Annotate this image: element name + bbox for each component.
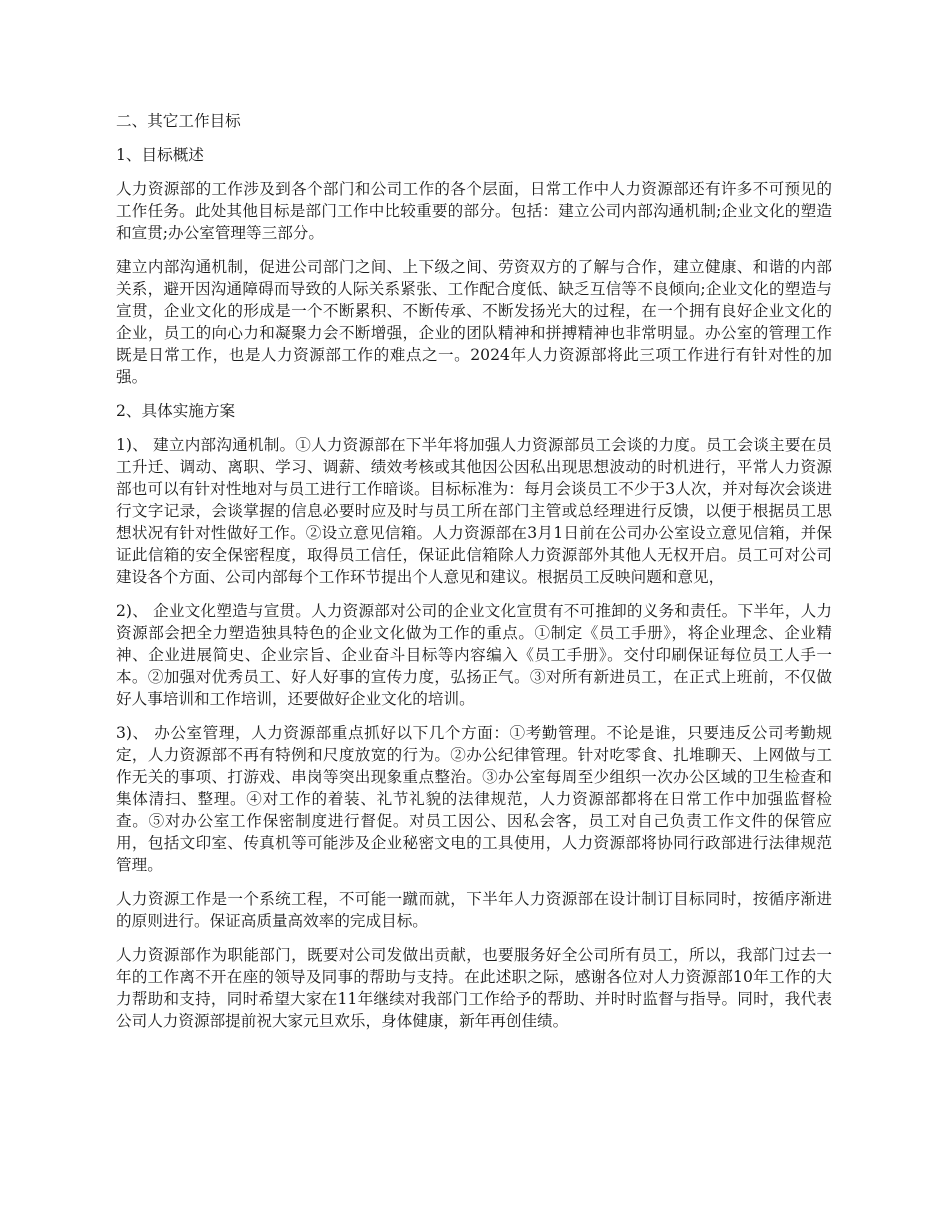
paragraph-communication-culture: 建立内部沟通机制，促进公司部门之间、上下级之间、劳资双方的了解与合作，建立健康、和谐的内部关系，避开因沟通障碍而导致的人际关系紧张、工作配合度低、缺乏互信等不良倾向;企业文化的塑造与宣贯，企业文化的形成是一个不断累积、不断传承、不断发扬光大的过程，在一个拥有良好企业文化的企业，员工的向心力和凝聚力会不断增强，企业的团队精神和拼搏精神也非常明显。办公室的管理工作既是日常工作，也是人力资源部工作的难点之一。2024年人力资源部将此三项工作进行有针对性的加强。 xyxy=(116,258,832,386)
list-item-culture: 2)、 企业文化塑造与宣贯。人力资源部对公司的企业文化宣贯有不可推卸的义务和责任。下半年，人力资源部会把全力塑造独具特色的企业文化做为工作的重点。①制定《员工手册》，将企业理念、企业精神、企业进展简史、企业宗旨、企业奋斗目标等内容编入《员工手册》。交付印刷保证每位员工人手一本。②加强对优秀员工、好人好事的宣传力度，弘扬正气。③对所有新进员工，在正式上班前，不仅做好人事培训和工作培训，还要做好企业文化的培训。 xyxy=(116,602,832,708)
subsection-title-1: 1、目标概述 xyxy=(116,146,204,164)
list-item-office-management: 3)、 办公室管理，人力资源部重点抓好以下几个方面：①考勤管理。不论是谁，只要违反公司考勤规定，人力资源部不再有特例和尺度放宽的行为。②办公纪律管理。针对吃零食、扎堆聊天、上网做与工作无关的事项、打游戏、串岗等突出现象重点整治。③办公室每周至少组织一次办公区域的卫生检查和集体清扫、整理。④对工作的着装、礼节礼貌的法律规范，人力资源部都将在日常工作中加强监督检查。⑤对办公室工作保密制度进行督促。对员工因公、因私会客，员工对自己负责工作文件的保管应用，包括文印室、传真机等可能涉及企业秘密文电的工具使用，人力资源部将协同行政部进行法律规范管理。 xyxy=(116,724,832,874)
paragraph-closing: 人力资源部作为职能部门，既要对公司发做出贡献，也要服务好全公司所有员工，所以，我部门过去一年的工作离不开在座的领导及同事的帮助与支持。在此述职之际，感谢各位对人力资源部10年工作的大力帮助和支持，同时希望大家在11年继续对我部门工作给予的帮助、并时时监督与指导。同时，我代表公司人力资源部提前祝大家元旦欢乐，身体健康，新年再创佳绩。 xyxy=(116,946,832,1030)
paragraph-system-engineering: 人力资源工作是一个系统工程，不可能一蹴而就，下半年人力资源部在设计制订目标同时，按循序渐进的原则进行。保证高质量高效率的完成目标。 xyxy=(116,890,832,930)
paragraph-overview: 人力资源部的工作涉及到各个部门和公司工作的各个层面，日常工作中人力资源部还有许多不可预见的工作任务。此处其他目标是部门工作中比较重要的部分。包括：建立公司内部沟通机制;企业文化的塑造和宣贯;办公室管理等三部分。 xyxy=(116,180,832,242)
subsection-title-2: 2、具体实施方案 xyxy=(116,402,236,420)
section-title: 二、其它工作目标 xyxy=(116,112,241,130)
list-item-communication: 1)、 建立内部沟通机制。①人力资源部在下半年将加强人力资源部员工会谈的力度。员工会谈主要在员工升迁、调动、离职、学习、调薪、绩效考核或其他因公因私出现思想波动的时机进行，平常人力资源部也可以有针对性地对与员工进行工作暗谈。目标标准为：每月会谈员工不少于3人次，并对每次会谈进行文字记录，会谈掌握的信息必要时应及时与员工所在部门主管或总经理进行反馈，以便于根据员工思想状况有针对性做好工作。②设立意见信箱。人力资源部在3月1日前在公司办公室设立意见信箱，并保证此信箱的安全保密程度，取得员工信任，保证此信箱除人力资源部外其他人无权开启。员工可对公司建设各个方面、公司内部每个工作环节提出个人意见和建议。根据员工反映问题和意见， xyxy=(116,436,832,586)
